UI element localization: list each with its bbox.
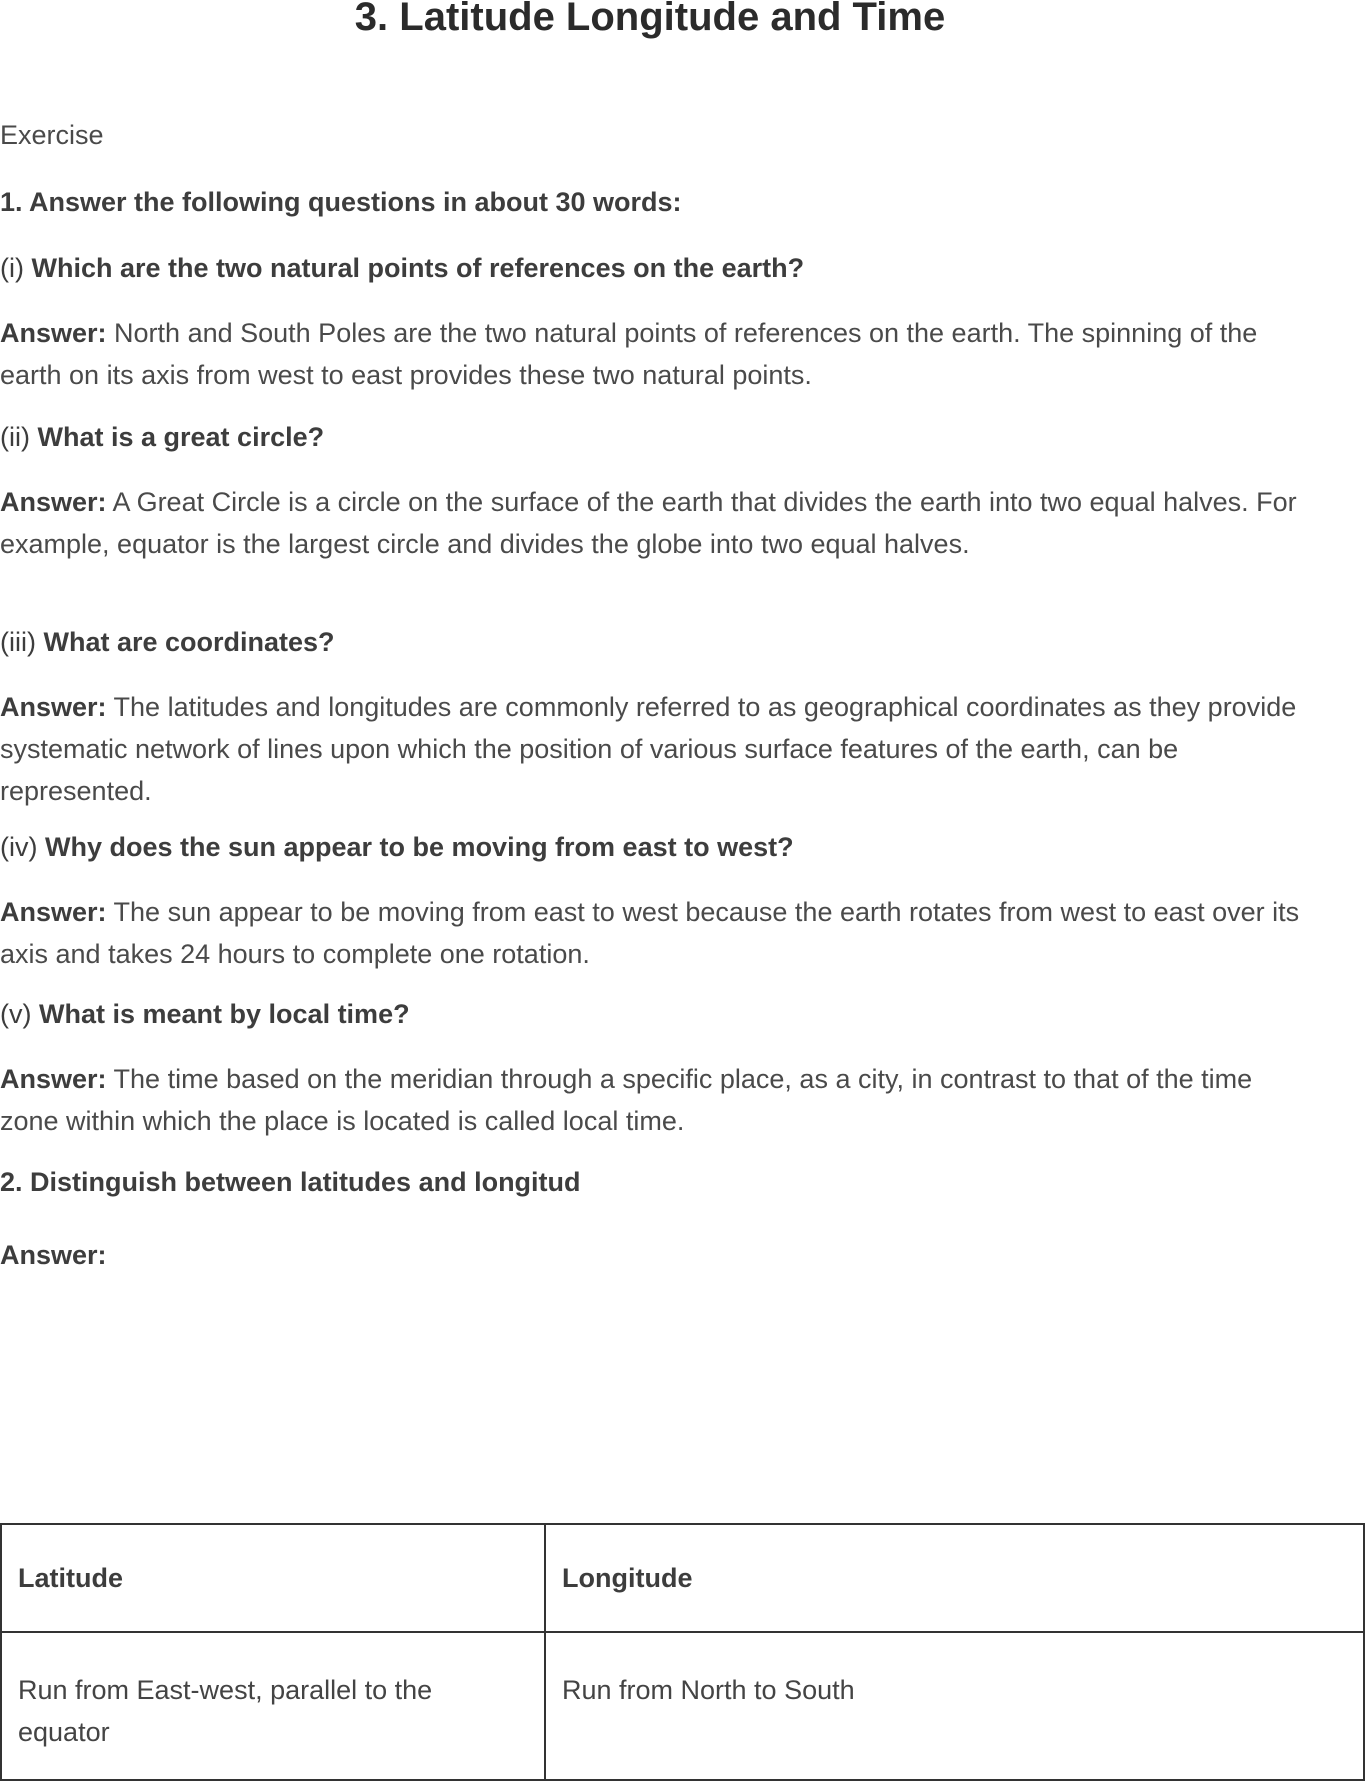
answer-5 — [0, 1058, 1310, 1142]
question-text: What is meant by local time? — [39, 999, 410, 1029]
answer-text: The time based on the meridian through a specific place, as a city, in contrast to that of the time zone within which the place is located is called local time. — [0, 1064, 1253, 1136]
latitude-longitude-table — [0, 1523, 1365, 1781]
answer-label: Answer: — [0, 897, 107, 927]
answer-text: The latitudes and longitudes are commonly referred to as geographical coordinates as they provide systematic network of lines upon which the position of various surface features of the earth, can be represented. — [0, 692, 1297, 806]
table-header-row — [1, 1524, 1364, 1632]
answer-3 — [0, 686, 1310, 812]
answer-text: A Great Circle is a circle on the surface of the earth that divides the earth into two equal halves. For example, equator is the largest circle and divides the globe into two equal halves. — [0, 487, 1297, 559]
question-5 — [0, 993, 1310, 1035]
table-row — [1, 1632, 1364, 1780]
question-number: (ii) — [0, 422, 30, 452]
exercise-label: Exercise — [0, 120, 104, 150]
question-text: What are coordinates? — [43, 627, 335, 657]
answer-4 — [0, 891, 1310, 975]
question-4 — [0, 826, 1310, 868]
question-number: (v) — [0, 999, 32, 1029]
table-header-longitude: Longitude — [545, 1524, 1364, 1632]
page-title: 3. Latitude Longitude and Time — [354, 0, 946, 39]
question-number: (iii) — [0, 627, 36, 657]
question-text: Why does the sun appear to be moving from east to west? — [45, 832, 794, 862]
table-header-latitude: Latitude — [1, 1524, 545, 1632]
answer-text: The sun appear to be moving from east to west because the earth rotates from west to east over its axis and takes 24 hours to complete one rotation. — [0, 897, 1300, 969]
answer-label: Answer: — [0, 318, 107, 348]
answer-text: North and South Poles are the two natural points of references on the earth. The spinning of the earth on its axis from west to east provides these two natural points. — [0, 318, 1258, 390]
question-number: (i) — [0, 253, 24, 283]
section-1-heading: 1. Answer the following questions in about 30 words: — [0, 187, 682, 217]
question-2 — [0, 416, 1310, 458]
question-text: Which are the two natural points of references on the earth? — [31, 253, 805, 283]
answer-1 — [0, 312, 1310, 396]
question-3 — [0, 621, 1310, 663]
answer-label: Answer: — [0, 692, 107, 722]
section-2-heading: 2. Distinguish between latitudes and longitud — [0, 1167, 581, 1197]
table-cell-longitude: Run from North to South — [545, 1632, 1364, 1780]
answer-2 — [0, 481, 1310, 565]
answer-label: Answer: — [0, 487, 107, 517]
table-cell-latitude: Run from East-west, parallel to the equator — [1, 1632, 545, 1780]
answer-label: Answer: — [0, 1064, 107, 1094]
question-1 — [0, 247, 1310, 289]
section-2-answer-label: Answer: — [0, 1240, 107, 1270]
question-number: (iv) — [0, 832, 38, 862]
question-text: What is a great circle? — [37, 422, 325, 452]
